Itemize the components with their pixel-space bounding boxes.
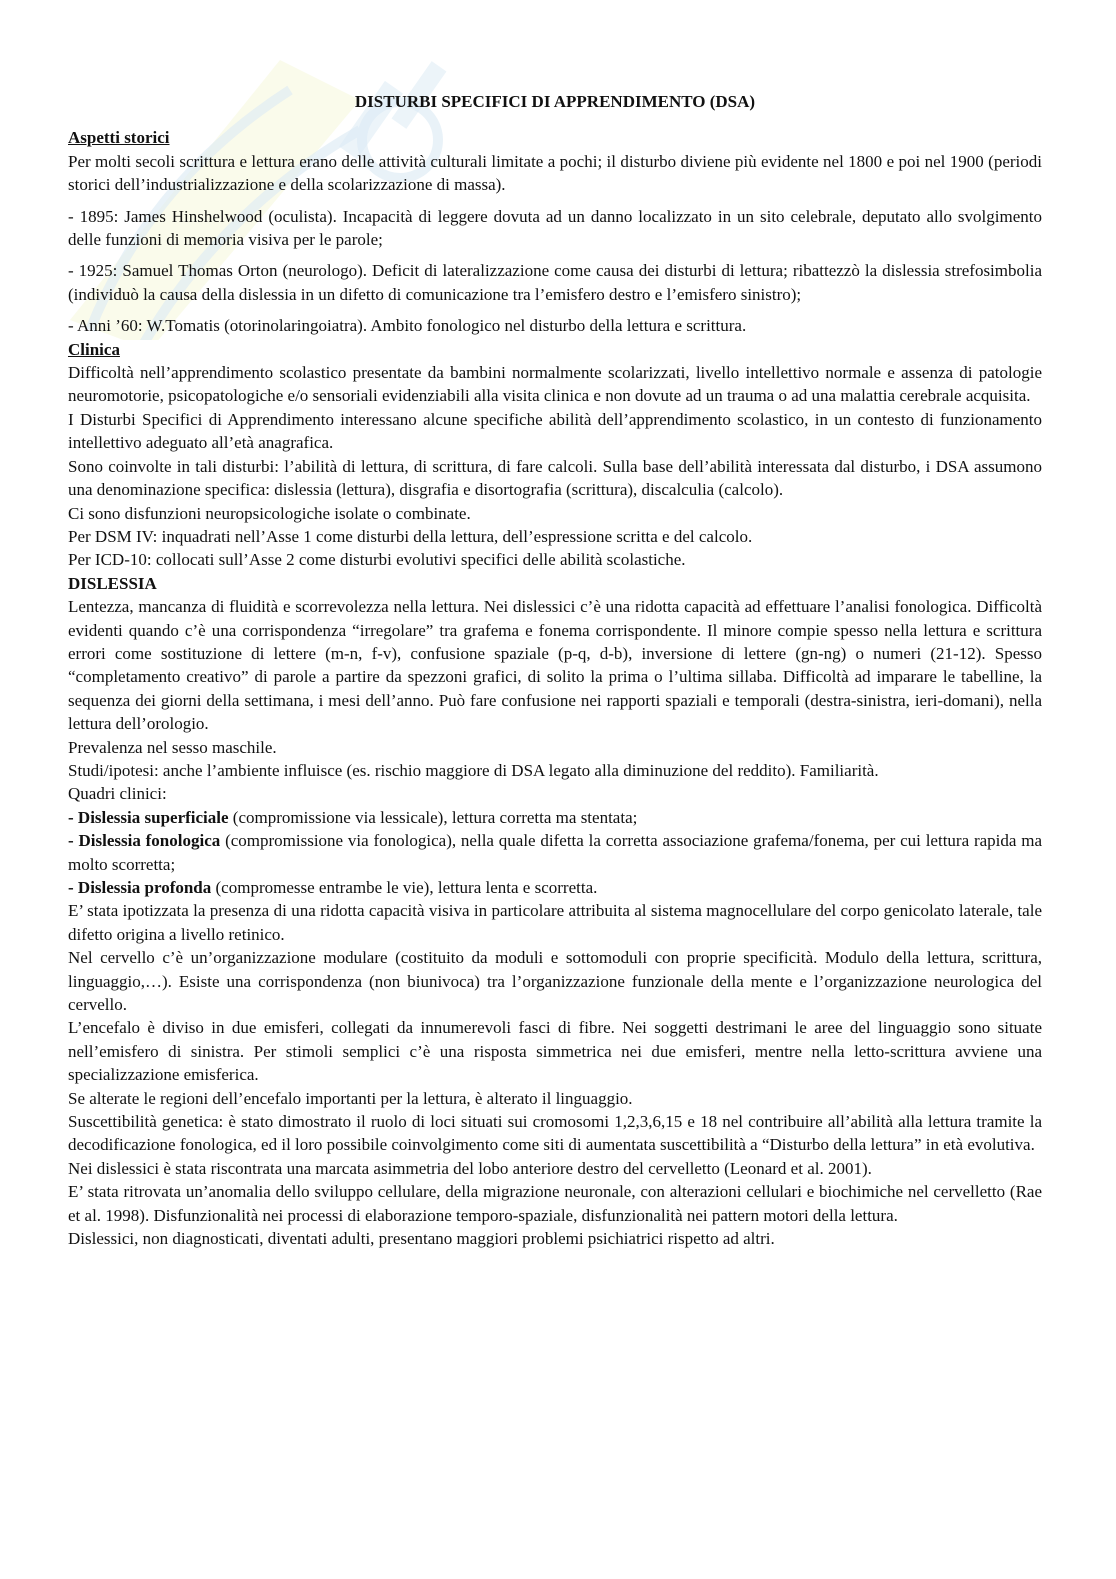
list-item-term: - Dislessia profonda [68,878,212,897]
paragraph: E’ stata ritrovata un’anomalia dello sviluppo cellulare, della migrazione neuronale, con alterazioni cellulari e biochimiche nel cervelletto (Rae et al. 1998). Disfunzionalità nei processi di elaborazione temporo-spaziale, disfunzionalità nei pattern motori della lettura. [68,1182,1042,1225]
paragraph: Sono coinvolte in tali disturbi: l’abilità di lettura, di scrittura, di fare calcoli. Sulla base dell’abilità interessata dal disturbo, i DSA assumono una denominazione specifica: dislessia (lettura), disgrafia e disortografia (scrittura), discalculia (calcolo). [68,456,1042,500]
list-item-text: (compromissione via lessicale), lettura corretta ma stentata; [228,807,638,827]
paragraph: Se alterate le regioni dell’encefalo importanti per la lettura, è alterato il linguaggio. [68,1088,633,1108]
paragraph: Prevalenza nel sesso maschile. [68,737,277,757]
paragraph: E’ stata ipotizzata la presenza di una ridotta capacità visiva in particolare attribuita al sistema magnocellulare del corpo genicolato laterale, tale difetto origina a livello retinico. [68,901,1042,944]
paragraph: Nei dislessici è stata riscontrata una marcata asimmetria del lobo anteriore destro del cervelletto (Leonard et al. 2001). [68,1158,872,1178]
list-item-term: - Dislessia superficiale [68,807,229,827]
paragraph: Per molti secoli scrittura e lettura erano delle attività culturali limitate a pochi; il disturbo diviene più evidente nel 1800 e poi nel 1900 (periodi storici dell’industrializzazione e della scolarizzazione di massa). [68,151,1042,195]
paragraph: Per DSM IV: inquadrati nell’Asse 1 come disturbi della lettura, dell’espressione scritta e del calcolo. [68,526,753,546]
paragraph: - Anni ’60: W.Tomatis (otorinolaringoiatra). Ambito fonologico nel disturbo della lettura e scrittura. [68,316,747,336]
paragraph: I Disturbi Specifici di Apprendimento interessano alcune specifiche abilità dell’apprendimento scolastico, in un contesto di funzionamento intellettivo adeguato all’età anagrafica. [68,409,1042,453]
list-item [68,876,1042,899]
paragraph: L’encefalo è diviso in due emisferi, collegati da innumerevoli fasci di fibre. Nei soggetti destrimani le aree del linguaggio sono situate nell’emisfero di sinistra. Per stimoli semplici c’è una risposta simmetrica nei due emisferi, mentre nella letto-scrittura avviene una specializzazione emisferica. [68,1018,1042,1085]
section-heading-dislessia: DISLESSIA [68,573,157,593]
paragraph: Quadri clinici: [68,784,167,804]
paragraph: Lentezza, mancanza di fluidità e scorrevolezza nella lettura. Nei dislessici c’è una ridotta capacità ad effettuare l’analisi fonologica. Difficoltà evidenti quando c’è una corrispondenza “irregolare” tra grafema e fonema corrispondente. Il minore compie spesso nella lettura e scrittura errori come sostituzione di lettere (m-n, f-v), confusione spaziale (p-q, d-b), inversione di lettere (gn-ng) o numeri (21-12). Spesso “completamento creativo” di parole a partire da spezzoni grafici, di solito la prima o l’ultima sillaba. Difficoltà ad imparare le tabelline, la sequenza dei giorni della settimana, i mesi dell’anno. Può fare confusione nei rapporti spaziali e temporali (destra-sinistra, ieri-domani), nella lettura dell’orologio. [68,597,1042,734]
document-body [68,90,1042,1251]
paragraph: - 1895: James Hinshelwood (oculista). Incapacità di leggere dovuta ad un danno localizzato in un sito celebrale, deputato allo svolgimento delle funzioni di memoria visiva per le parole; [68,206,1042,250]
paragraph: - 1925: Samuel Thomas Orton (neurologo). Deficit di lateralizzazione come causa dei disturbi di lettura; ribattezzò la dislessia strefosimbolia (individuò la causa della dislessia in un difetto di comunicazione tra l’emisfero destro e l’emisfero sinistro); [68,261,1042,304]
paragraph: Difficoltà nell’apprendimento scolastico presentate da bambini normalmente scolarizzati, livello intellettivo normale e assenza di patologie neuromotorie, psicopatologiche e/o sensoriali evidenziabili alla visita clinica e non dovute ad un trauma o ad una malattia cerebrale acquisita. [68,363,1042,406]
list-item-text: (compromissione via fonologica), nella quale difetta la corretta associazione grafema/fonema, per cui lettura rapida ma molto scorretta; [68,831,1043,874]
paragraph: Ci sono disfunzioni neuropsicologiche isolate o combinate. [68,503,471,523]
paragraph: Nel cervello c’è un’organizzazione modulare (costituito da moduli e sottomoduli con proprie specificità. Modulo della lettura, scrittura, linguaggio,…). Esiste una corrispondenza (non biunivoca) tra l’organizzazione funzionale della mente e l’organizzazione neurologica del cervello. [68,948,1042,1015]
list-item [68,806,1042,829]
list-item-term: - Dislessia fonologica [68,831,221,851]
paragraph: Suscettibilità genetica: è stato dimostrato il ruolo di loci situati sui cromosomi 1,2,3,6,15 e 18 nel contribuire all’abilità alla lettura tramite la decodificazione fonologica, ed il loro possibile coinvolgimento come siti di aumentata suscettibilità a “Disturbo della lettura” in età evolutiva. [68,1112,1042,1155]
paragraph: Dislessici, non diagnosticati, diventati adulti, presentano maggiori problemi psichiatrici rispetto ad altri. [68,1229,775,1249]
section-heading-aspetti-storici: Aspetti storici [68,128,170,148]
paragraph: Studi/ipotesi: anche l’ambiente influisce (es. rischio maggiore di DSA legato alla diminuzione del reddito). Familiarità. [68,760,879,780]
list-item-text: (compromesse entrambe le vie), lettura lenta e scorretta. [211,878,598,897]
paragraph: Per ICD-10: collocati sull’Asse 2 come disturbi evolutivi specifici delle abilità scolastiche. [68,550,686,570]
section-heading-clinica: Clinica [68,339,120,359]
list-item [68,829,1042,876]
page-title: DISTURBI SPECIFICI DI APPRENDIMENTO (DSA) [354,92,756,111]
